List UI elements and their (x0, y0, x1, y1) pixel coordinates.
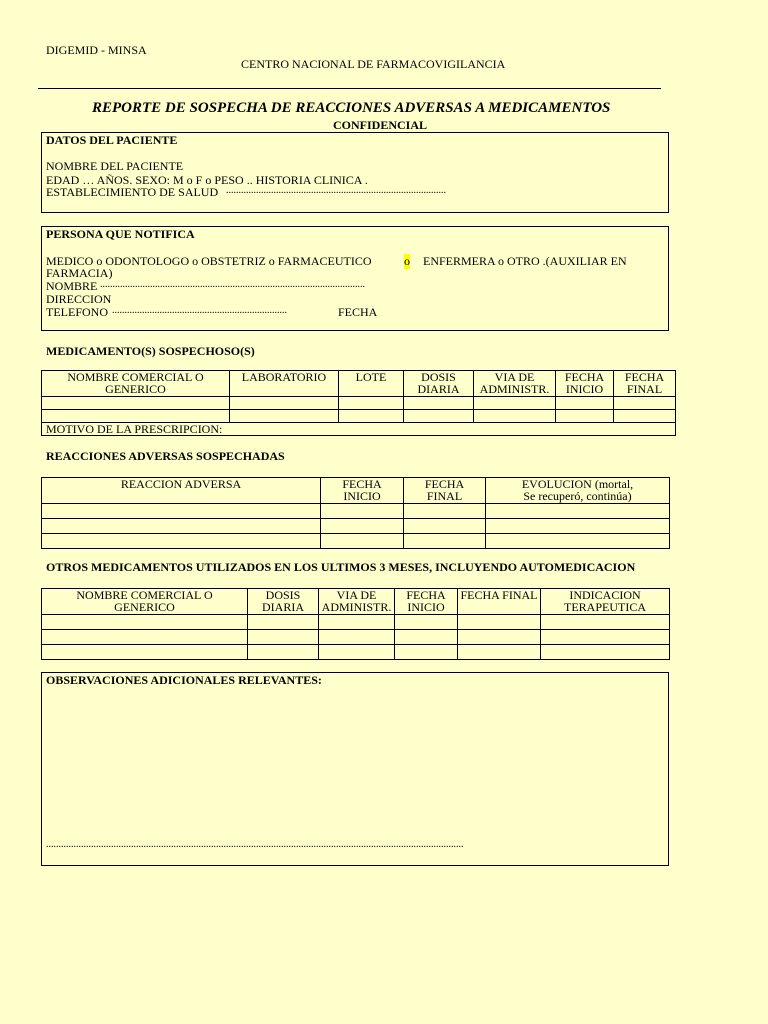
center-label: CENTRO NACIONAL DE FARMACOVIGILANCIA (241, 57, 506, 71)
table-cell[interactable] (319, 615, 395, 630)
table-cell[interactable] (42, 534, 321, 549)
table-cell[interactable] (404, 519, 486, 534)
patient-facility-label: ESTABLECIMIENTO DE SALUD (46, 185, 219, 199)
table-cell[interactable] (541, 615, 670, 630)
table-cell[interactable] (474, 410, 556, 423)
observations-heading: OBSERVACIONES ADICIONALES RELEVANTES: (46, 673, 322, 687)
suspect-drugs-heading: MEDICAMENTO(S) SOSPECHOSO(S) (46, 344, 255, 358)
table-cell[interactable] (458, 645, 541, 660)
other-drugs-heading: OTROS MEDICAMENTOS UTILIZADOS EN LOS ULTIMOS 3 MESES, INCLUYENDO AUTOMEDICACION (46, 560, 636, 574)
notifier-selected-role-mark: o (404, 254, 410, 268)
table-cell[interactable] (474, 397, 556, 410)
table-cell[interactable] (42, 630, 248, 645)
table-cell[interactable] (248, 630, 319, 645)
table-row (42, 410, 676, 423)
other-drugs-table (41, 588, 670, 660)
table-cell[interactable] (339, 397, 404, 410)
observations-dots: ....................................................................................................................................................................... (46, 839, 464, 850)
table-header-row (42, 589, 670, 615)
page-title: REPORTE DE SOSPECHA DE REACCIONES ADVERSAS A MEDICAMENTOS (92, 100, 611, 116)
column-header: NOMBRE COMERCIAL O GENERICO (42, 589, 248, 615)
column-header: DOSIS DIARIA (404, 371, 474, 397)
table-cell[interactable] (42, 615, 248, 630)
column-header: REACCION ADVERSA (42, 478, 321, 504)
table-cell[interactable] (395, 645, 458, 660)
suspect-drugs-table (41, 370, 676, 436)
reactions-heading: REACCIONES ADVERSAS SOSPECHADAS (46, 449, 285, 463)
confidential-label: CONFIDENCIAL (333, 118, 428, 132)
table-cell[interactable] (319, 630, 395, 645)
table-cell[interactable] (486, 534, 670, 549)
patient-section (41, 132, 669, 213)
table-header-row (42, 371, 676, 397)
table-cell[interactable] (395, 630, 458, 645)
patient-heading: DATOS DEL PACIENTE (46, 133, 178, 147)
column-header: FECHA FINAL (404, 478, 486, 504)
table-cell[interactable] (556, 397, 614, 410)
patient-facility-dots: ........................................................................................ (226, 185, 446, 196)
table-cell[interactable] (404, 410, 474, 423)
column-header: VIA DE ADMINISTR. (474, 371, 556, 397)
table-cell[interactable] (395, 615, 458, 630)
table-cell[interactable] (614, 397, 676, 410)
notifier-address-label: DIRECCION (46, 292, 112, 306)
column-header: FECHA FINAL (614, 371, 676, 397)
header-divider (38, 88, 661, 89)
notifier-section (41, 226, 669, 331)
table-cell[interactable] (230, 410, 339, 423)
table-cell[interactable] (230, 397, 339, 410)
notifier-roles-line-2: FARMACIA) (46, 266, 113, 280)
patient-name-label: NOMBRE DEL PACIENTE (46, 159, 184, 173)
notifier-roles-line: MEDICO o ODONTOLOGO o OBSTETRIZ o FARMACEUTICO (46, 254, 372, 268)
column-header: FECHA INICIO (395, 589, 458, 615)
column-header: FECHA INICIO (321, 478, 404, 504)
table-cell[interactable] (321, 504, 404, 519)
table-cell[interactable] (556, 410, 614, 423)
reactions-table (41, 477, 670, 549)
table-cell[interactable] (458, 615, 541, 630)
column-header: FECHA INICIO (556, 371, 614, 397)
column-header: LOTE (339, 371, 404, 397)
table-cell[interactable] (404, 397, 474, 410)
table-row (42, 615, 670, 630)
table-row (42, 630, 670, 645)
column-header: VIA DE ADMINISTR. (319, 589, 395, 615)
table-cell[interactable] (614, 410, 676, 423)
table-cell[interactable] (404, 534, 486, 549)
table-row (42, 645, 670, 660)
column-header: INDICACION TERAPEUTICA (541, 589, 670, 615)
table-cell[interactable] (42, 397, 230, 410)
table-cell[interactable] (541, 630, 670, 645)
org-label: DIGEMID - MINSA (46, 43, 147, 57)
column-header: LABORATORIO (230, 371, 339, 397)
column-header: FECHA FINAL (458, 589, 541, 615)
table-cell[interactable] (248, 645, 319, 660)
table-cell[interactable] (321, 519, 404, 534)
table-cell[interactable] (42, 519, 321, 534)
table-cell[interactable] (486, 519, 670, 534)
table-row (42, 519, 670, 534)
table-cell[interactable] (42, 504, 321, 519)
table-cell[interactable] (339, 410, 404, 423)
column-header: NOMBRE COMERCIAL O GENERICO (42, 371, 230, 397)
patient-age-sex-line: EDAD … AÑOS. SEXO: M o F o PESO .. HISTORIA CLINICA . (46, 173, 368, 187)
table-cell[interactable] (404, 504, 486, 519)
prescription-reason-label[interactable]: MOTIVO DE LA PRESCRIPCION: (42, 423, 676, 436)
notifier-roles-line-end: ENFERMERA o OTRO .(AUXILIAR EN (423, 254, 627, 268)
notifier-phone-label: TELEFONO (46, 305, 108, 319)
table-header-row (42, 478, 670, 504)
notifier-heading: PERSONA QUE NOTIFICA (46, 227, 195, 241)
notifier-phone-dots: ...................................................................... (112, 305, 287, 316)
table-cell[interactable] (42, 645, 248, 660)
table-row (42, 534, 670, 549)
table-cell[interactable] (486, 504, 670, 519)
table-cell[interactable] (42, 410, 230, 423)
table-cell[interactable] (321, 534, 404, 549)
prescription-reason-row (42, 423, 676, 436)
table-cell[interactable] (319, 645, 395, 660)
notifier-name-label: NOMBRE (46, 279, 98, 293)
table-cell[interactable] (458, 630, 541, 645)
table-cell[interactable] (248, 615, 319, 630)
column-header: DOSIS DIARIA (248, 589, 319, 615)
table-cell[interactable] (541, 645, 670, 660)
table-row (42, 397, 676, 410)
table-row (42, 504, 670, 519)
column-header: EVOLUCION (mortal, Se recuperó, continúa) (486, 478, 670, 504)
notifier-name-dots: .......................................................................................................... (100, 279, 365, 290)
observations-section[interactable] (41, 672, 669, 866)
notifier-date-label: FECHA (338, 305, 378, 319)
